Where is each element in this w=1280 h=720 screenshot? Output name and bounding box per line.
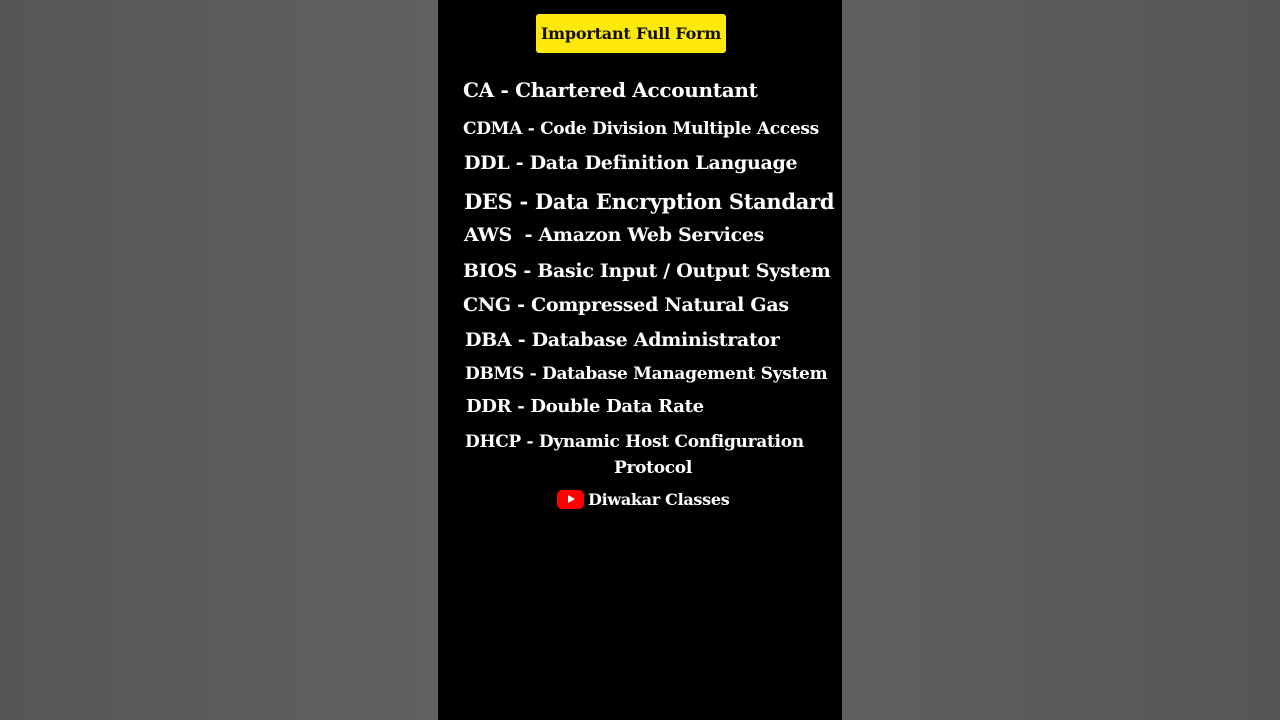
full-form-item: CA - Chartered Accountant: [463, 78, 758, 102]
title-text: Important Full Form: [540, 24, 722, 43]
right-blurred-background: [842, 0, 1280, 720]
youtube-icon: [557, 490, 584, 509]
full-form-item: CDMA - Code Division Multiple Access: [463, 119, 819, 139]
full-form-item-line2: Protocol: [613, 458, 693, 478]
left-blurred-background: [0, 0, 438, 720]
title-badge: [536, 14, 726, 53]
full-form-item: DBA - Database Administrator: [465, 329, 780, 351]
full-form-item: [465, 429, 805, 481]
full-form-item-line1: DHCP - Dynamic Host Configuration: [465, 432, 804, 452]
video-frame: [438, 0, 842, 720]
full-form-item: CNG - Compressed Natural Gas: [463, 294, 789, 316]
channel-branding: [557, 490, 729, 509]
channel-name: Diwakar Classes: [588, 490, 730, 509]
full-form-item: DDL - Data Definition Language: [464, 152, 798, 174]
full-form-item: DBMS - Database Management System: [465, 364, 828, 384]
full-form-item: DES - Data Encryption Standard: [464, 189, 835, 214]
full-form-item: BIOS - Basic Input / Output System: [463, 260, 831, 282]
full-form-item: DDR - Double Data Rate: [466, 396, 704, 417]
full-form-item: AWS - Amazon Web Services: [464, 224, 765, 246]
